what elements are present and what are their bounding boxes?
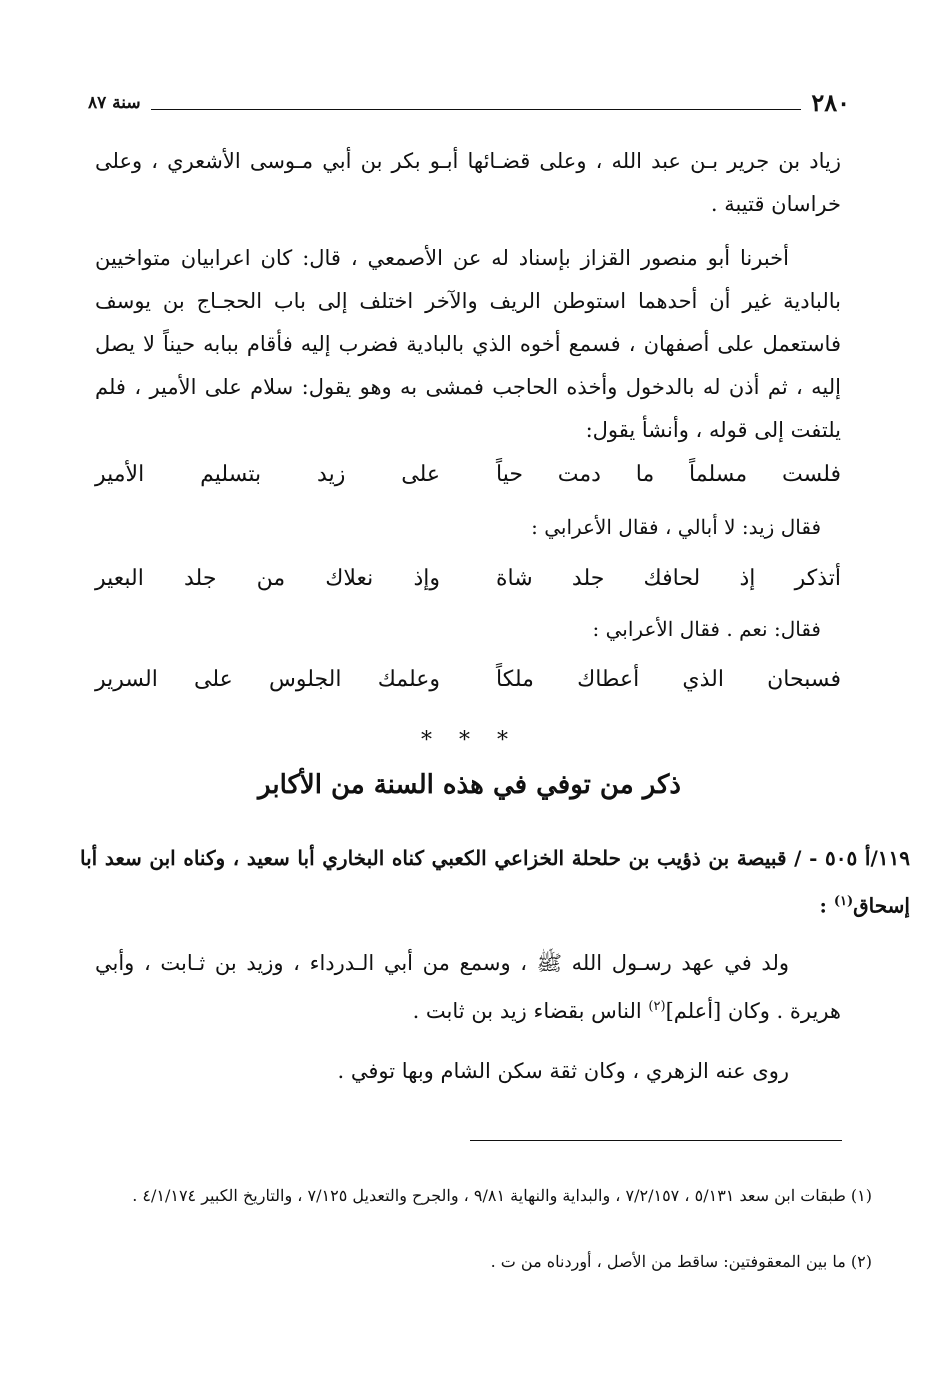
footnote-marker: (١) xyxy=(833,894,854,909)
entry-colon: : xyxy=(819,893,834,918)
paragraph-biography xyxy=(95,942,841,1033)
footnote-marker: (٢) xyxy=(648,999,666,1014)
verse-hemistich-first: أتذكر إذ لحافك جلد شاة xyxy=(496,566,841,591)
bio-text-b: الناس بقضاء زيد بن ثابت . xyxy=(412,999,649,1023)
running-header xyxy=(88,88,850,118)
verse-note: فقال زيد: لا أبالي ، فقال الأعرابي : xyxy=(531,515,821,539)
verse-hemistich-second: وإذ نعلاك من جلد البعير xyxy=(95,566,440,591)
verse-hemistich-first: فسبحان الذي أعطاك ملكاً xyxy=(496,667,841,692)
year-label: سنة ٨٧ xyxy=(88,92,141,113)
biography-entry-heading xyxy=(80,836,910,928)
section-separator: * * * xyxy=(421,728,518,753)
entry-text: قبيصة بن ذؤيب بن حلحلة الخزاعي الكعبي كناه البخاري أبا سعيد ، وكناه ابن سعد أبا إسحاق xyxy=(80,846,910,918)
page-number: ٢٨٠ xyxy=(811,88,850,117)
paragraph-anecdote: أخبرنا أبو منصور القزاز بإسناد له عن الأصمعي ، قال: كان اعرابيان متواخيين بالبادية غير أن أحدهما استوطن الريف والآخر اختلف إلى باب الحجـاج بن يوسف فاستعمل على أصفهان ، فسمع أخوه الذي بالبادية فضرب إليه فأقام ببابه حيناً لا يصل إليه ، ثم أذن له بالدخول وأخذه الحاجب فمشى به وهو يقول: سلام على الأمير ، فلم يلتفت إلى قوله ، وأنشأ يقول: xyxy=(95,246,841,442)
verse-hemistich-second: على زيد بتسليم الأمير xyxy=(95,462,440,487)
verse-line xyxy=(95,566,841,606)
paragraph-governors: زياد بن جرير بـن عبد الله ، وعلى قضـائها أبـو بكر بن أبي مـوسى الأشعري ، وعلى خراسان قتيبة . xyxy=(95,149,841,216)
verse-note: فقال: نعم . فقال الأعرابي : xyxy=(592,617,821,641)
verse-hemistich-first: فلست مسلماً ما دمت حياً xyxy=(496,462,841,487)
footnote-rule xyxy=(470,1140,842,1141)
bio-text-a: ولد في عهد رسـول الله ﷺ ، وسمع من أبي الـدرداء ، وزيد بن ثـابت ، وأبي هريرة . وكان [أعلم] xyxy=(95,951,841,1023)
paragraph-death: روى عنه الزهري ، وكان ثقة سكن الشام وبها توفي . xyxy=(337,1059,789,1083)
section-title: ذكر من توفي في هذه السنة من الأكابر xyxy=(257,770,681,800)
verse-hemistich-second: وعلمك الجلوس على السرير xyxy=(95,667,440,692)
verse-line xyxy=(95,462,841,502)
entry-number: ١١٩/أ ٥٠٥ - / xyxy=(794,846,911,870)
footnote-1: (١) طبقات ابن سعد ٥/١٣١ ، ٧/٢/١٥٧ ، والبداية والنهاية ٩/٨١ ، والجرح والتعديل ٧/١٢٥ ، والتاريخ الكبير ٤/١/١٧٤ . xyxy=(132,1186,872,1205)
header-rule xyxy=(151,109,802,110)
footnote-2: (٢) ما بين المعقوفتين: ساقط من الأصل ، أوردناه من ت . xyxy=(490,1252,872,1271)
verse-line xyxy=(95,667,841,707)
